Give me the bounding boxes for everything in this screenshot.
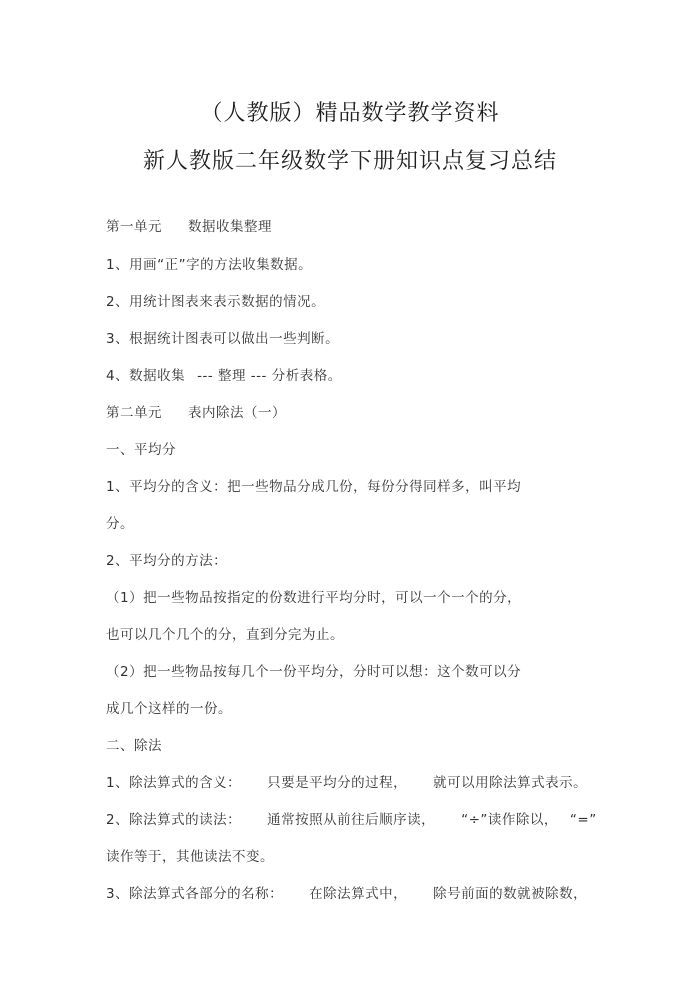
unit-2-label: 第二单元 [106, 405, 162, 421]
section-1-method-2-line-2: 成几个这样的一份。 [106, 701, 232, 717]
unit-1-item-1: 1、用画“正”字的方法收集数据。 [106, 257, 313, 273]
unit-1-item-4-prefix: 4、数据收集 [106, 368, 186, 384]
unit-1-item-2: 2、用统计图表来表示数据的情况。 [106, 294, 326, 310]
section-1-meaning-line-2: 分。 [106, 516, 134, 532]
section-1-method-1-line-1: （1）把一些物品按指定的份数进行平均分时，可以一个一个的分， [106, 590, 522, 606]
unit-2-heading [106, 401, 286, 421]
section-2-heading: 二、除法 [106, 738, 162, 754]
section-1-method-1-line-2: 也可以几个几个的分，直到分完为止。 [106, 627, 344, 643]
unit-2-name: 表内除法（一） [188, 405, 286, 421]
section-2-item-2-a: 2、除法算式的读法： [106, 812, 242, 828]
section-1-method-heading: 2、平均分的方法： [106, 553, 228, 569]
unit-1-item-3: 3、根据统计图表可以做出一些判断。 [106, 331, 340, 347]
section-1-meaning-line-1: 1、平均分的含义：把一些物品分成几份，每份分得同样多，叫平均 [106, 479, 522, 495]
section-2-item-1-b: 只要是平均分的过程， [267, 775, 408, 791]
section-1-heading: 一、平均分 [106, 442, 176, 458]
section-2-item-2-line-2: 读作等于，其他读法不变。 [106, 849, 274, 865]
section-2-item-3 [106, 882, 587, 902]
section-2-item-1-c: 就可以用除法算式表示。 [433, 775, 588, 791]
unit-1-name: 数据收集整理 [188, 219, 272, 235]
section-2-item-2-b: 通常按照从前往后顺序读， [267, 812, 436, 828]
section-2-item-2-d: “=” [569, 812, 597, 828]
unit-1-label: 第一单元 [106, 219, 162, 235]
section-2-item-2-line-1 [106, 808, 597, 828]
unit-1-heading [106, 215, 272, 235]
section-2-item-3-b: 在除法算式中， [309, 886, 408, 902]
section-2-item-1 [106, 771, 587, 791]
document-subtitle: 新人教版二年级数学下册知识点复习总结 [142, 149, 557, 174]
section-2-item-2-c: “÷”读作除以， [461, 812, 558, 828]
unit-1-item-4 [106, 364, 342, 384]
section-2-item-1-a: 1、除法算式的含义： [106, 775, 242, 791]
section-2-item-3-c: 除号前面的数就被除数， [433, 886, 588, 902]
document-title: （人教版）精品数学教学资料 [200, 101, 500, 126]
unit-1-item-4-flow: --- 整理 --- 分析表格。 [197, 368, 342, 384]
section-1-method-2-line-1: （2）把一些物品按每几个一份平均分，分时可以想：这个数可以分 [106, 664, 522, 680]
section-2-item-3-a: 3、除法算式各部分的名称： [106, 886, 284, 902]
